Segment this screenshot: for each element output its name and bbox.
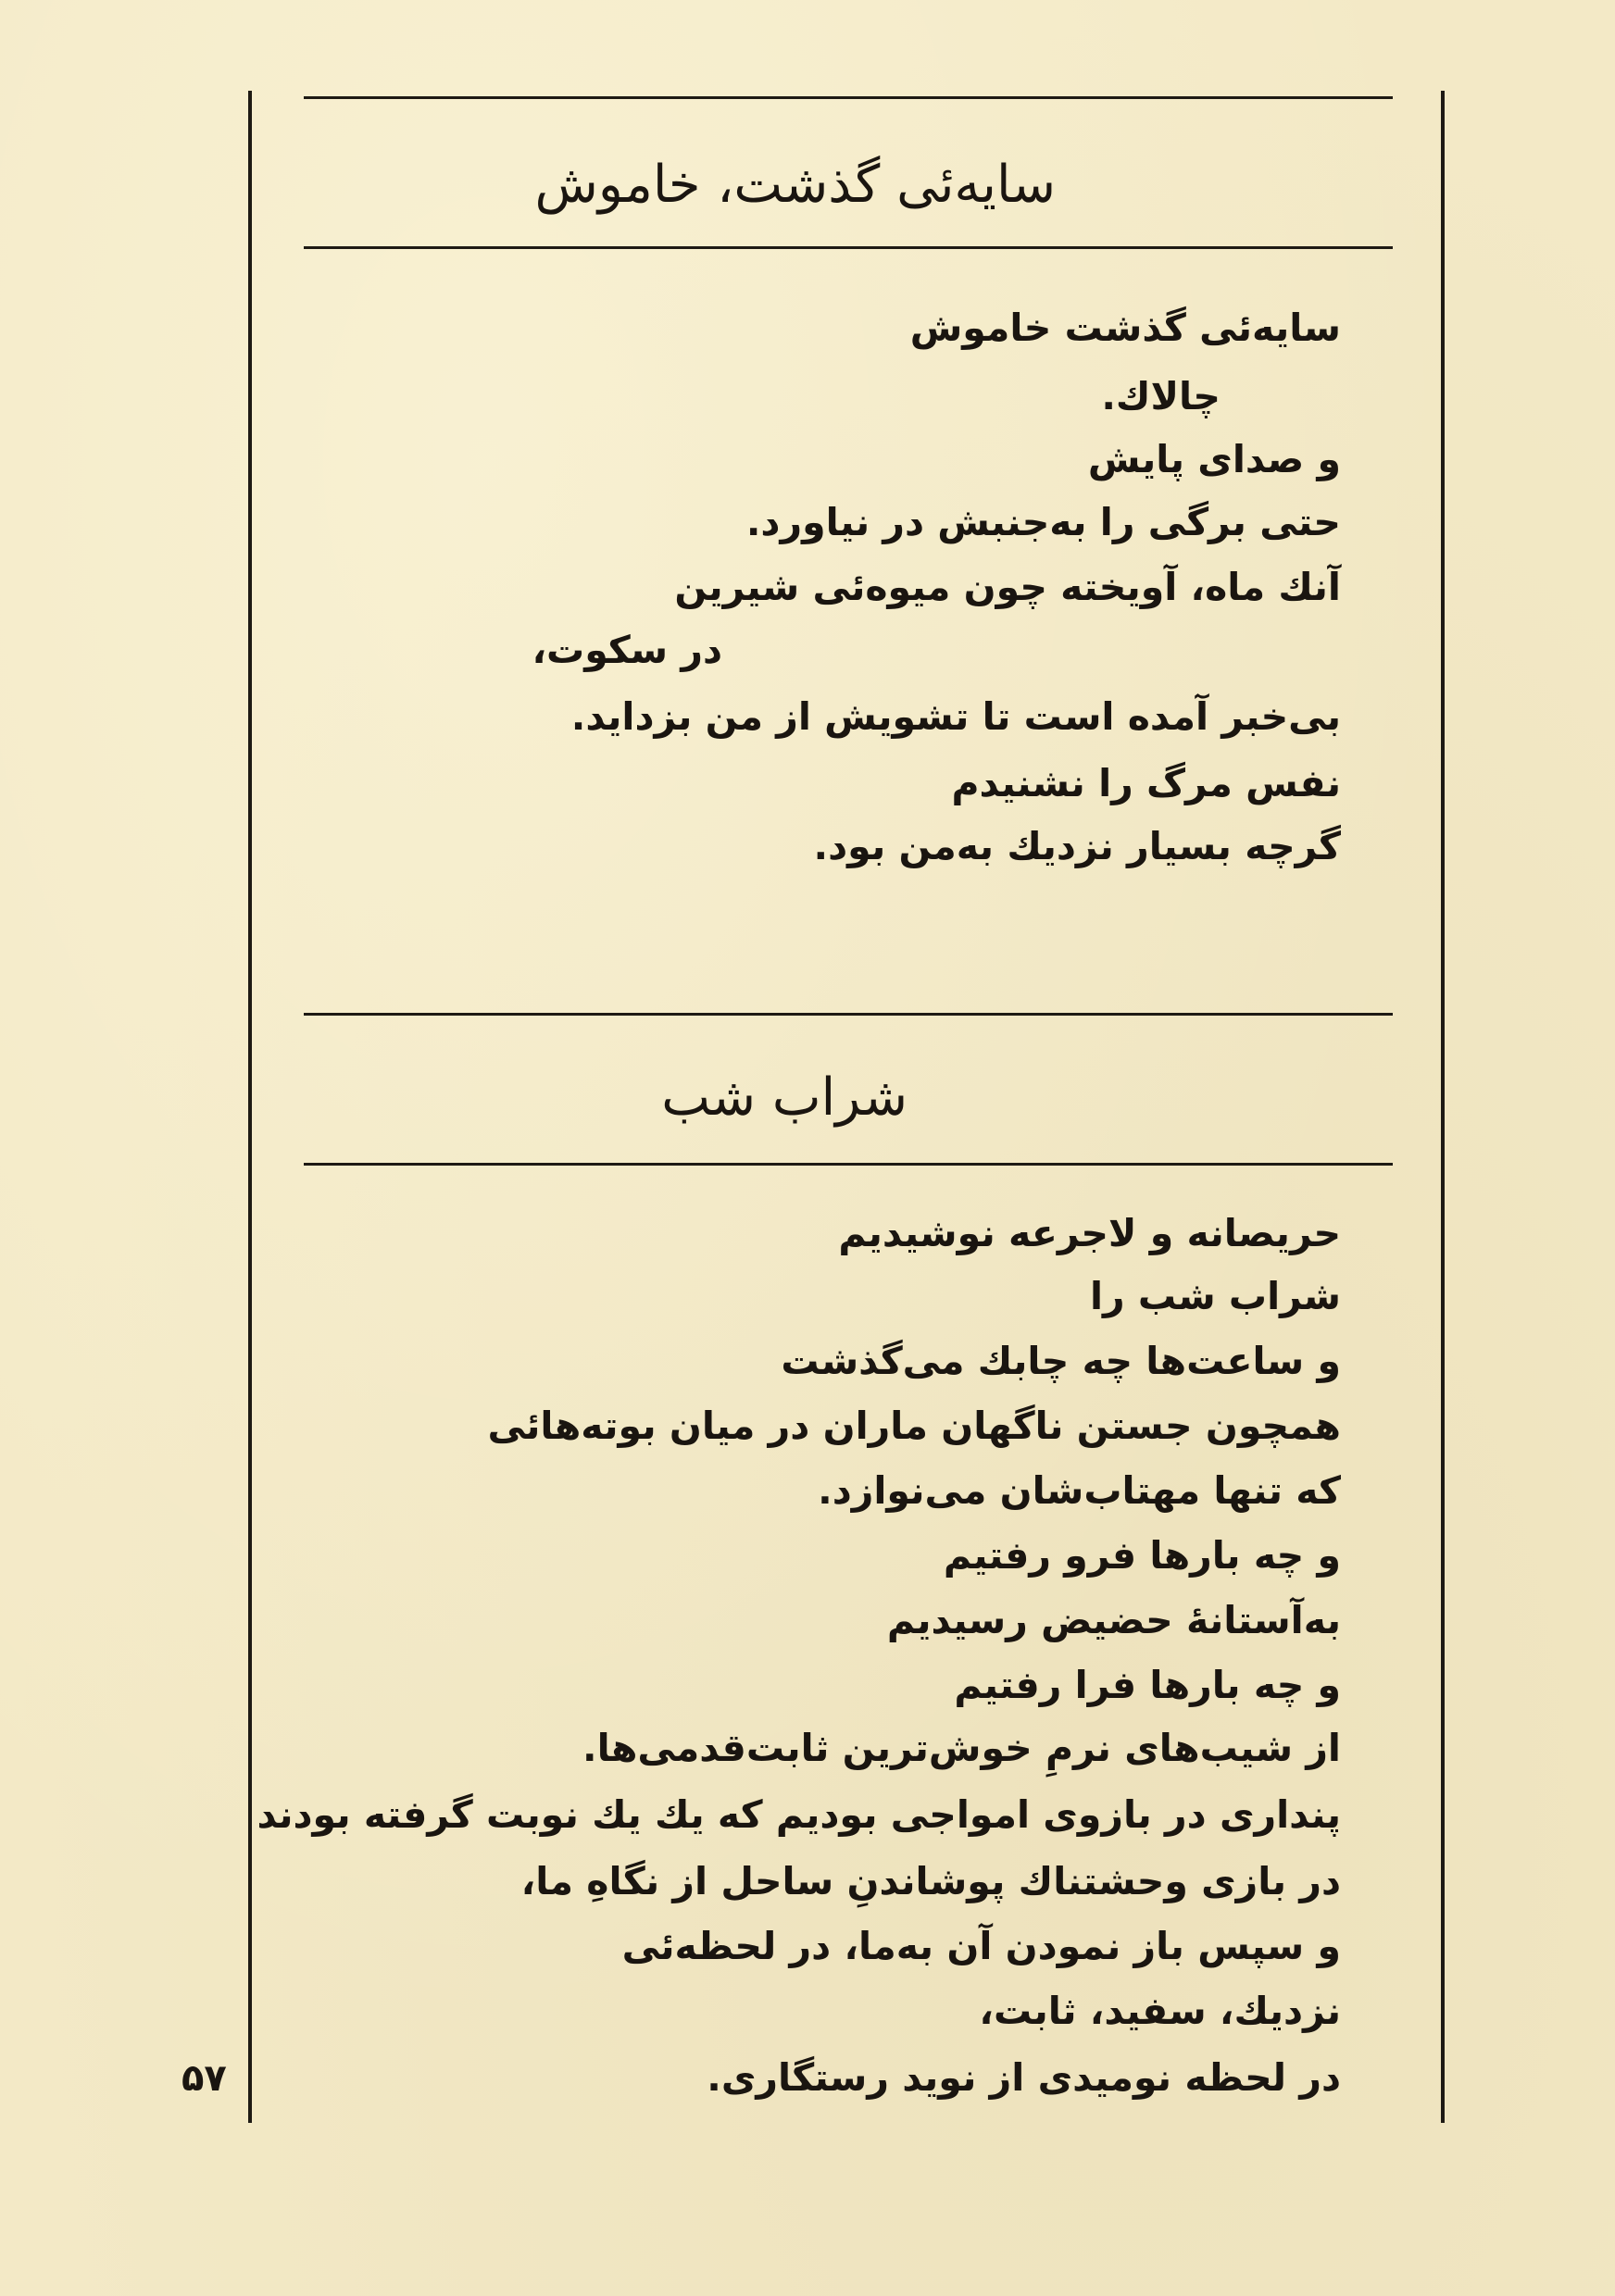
poem-1-title-rule — [304, 246, 1393, 249]
poem-1-line: آنك ماه، آویخته چون میوه‌ئی شیرین — [674, 565, 1341, 609]
poem-1-line: چالاك. — [1101, 374, 1221, 418]
poem-2-line: نزدیك، سفید، ثابت، — [979, 1989, 1341, 2033]
poem-1-top-rule — [304, 96, 1393, 99]
poem-2-title: شراب شب — [661, 1067, 908, 1128]
poem-2-line: پنداری در بازوی امواجی بودیم که یك یك نوبت گرفته بودند — [257, 1792, 1341, 1837]
poem-1-line: گرچه بسیار نزدیك به‌من بود. — [813, 824, 1341, 868]
poem-2-line: حریصانه و لاجرعه نوشیدیم — [838, 1211, 1341, 1255]
poem-2-line: و چه بارها فرا رفتیم — [954, 1663, 1341, 1707]
poem-2-line: به‌آستانهٔ حضیض رسیدیم — [886, 1598, 1341, 1642]
page-number: ۵۷ — [182, 2057, 227, 2100]
poem-2-line: همچون جستن ناگهان ماران در میان بوته‌هائی — [487, 1404, 1341, 1448]
poem-2-line: که تنها مهتاب‌شان می‌نوازد. — [818, 1468, 1341, 1513]
poem-1-line: حتی برگی را به‌جنبش در نیاورد. — [745, 500, 1341, 544]
poem-1-title: سایه‌ئی گذشت، خاموش — [534, 155, 1056, 215]
poem-2-line: و ساعت‌ها چه چابك می‌گذشت — [781, 1339, 1341, 1383]
poem-1-line: سایه‌ئی گذشت خاموش — [909, 306, 1341, 350]
left-border-rule — [248, 91, 252, 2123]
poem-2-top-rule — [304, 1013, 1393, 1016]
poem-1-line: نفس مرگ را نشنیدم — [951, 761, 1341, 805]
poem-2-line: از شیب‌های نرمِ خوش‌ترین ثابت‌قدمی‌ها. — [582, 1726, 1341, 1770]
poem-1-line: و صدای پایش — [1087, 437, 1341, 481]
poem-1-line: بی‌خبر آمده است تا تشویش از من بزداید. — [570, 694, 1341, 739]
poem-2-line: در بازی وحشتناك پوشاندنِ ساحل از نگاهِ ما، — [520, 1859, 1341, 1903]
poem-2-title-rule — [304, 1163, 1393, 1166]
poem-2-line: در لحظه نومیدی از نوید رستگاری. — [707, 2055, 1341, 2100]
poem-1-line: در سکوت، — [532, 628, 722, 672]
right-border-rule — [1441, 91, 1445, 2123]
poem-2-line: و سپس باز نمودن آن به‌ما، در لحظه‌ئی — [621, 1924, 1341, 1968]
poem-2-line: شراب شب را — [1089, 1274, 1341, 1318]
poem-2-line: و چه بارها فرو رفتیم — [943, 1533, 1341, 1578]
